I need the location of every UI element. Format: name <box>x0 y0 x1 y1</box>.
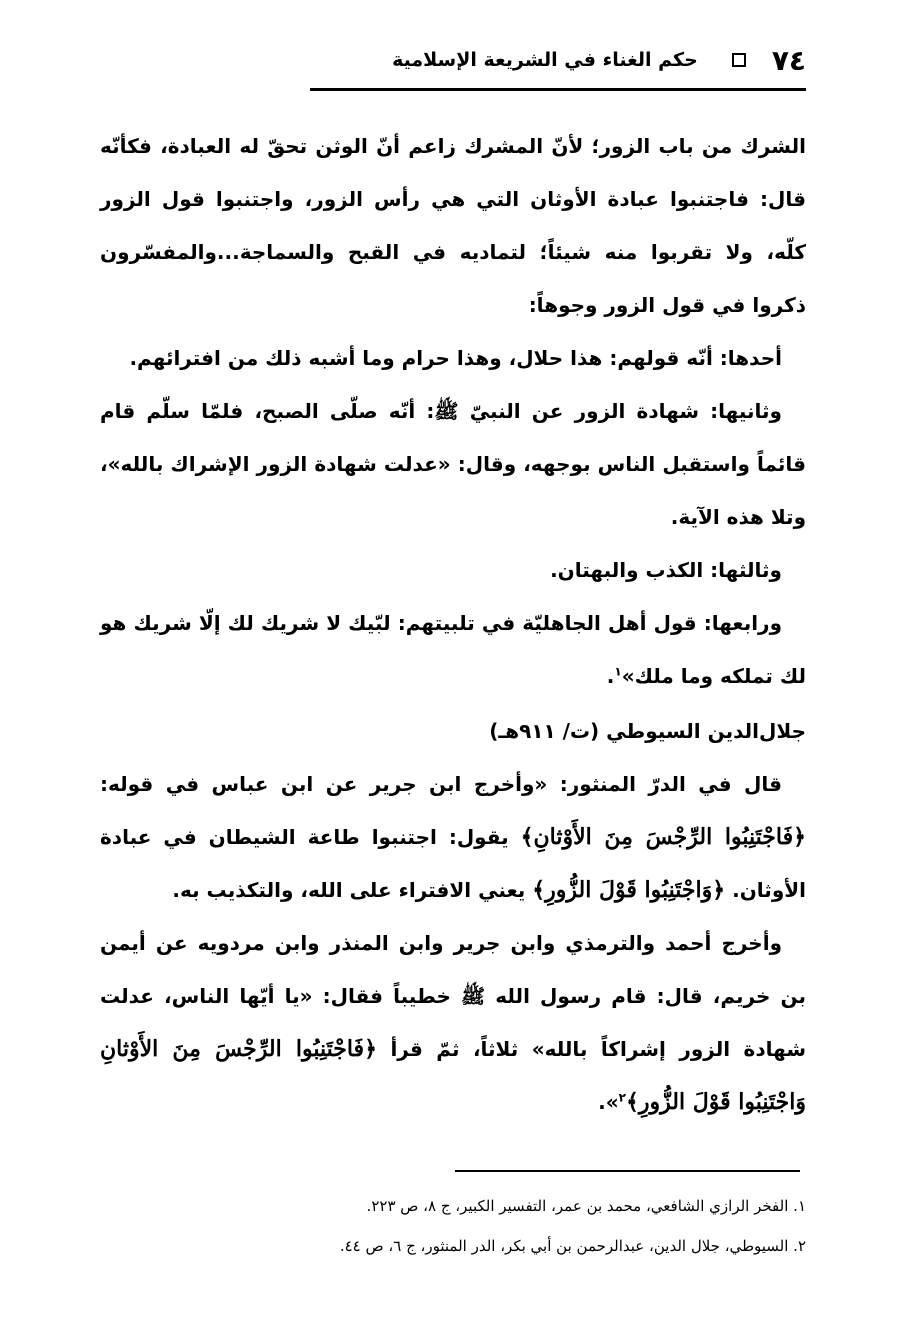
header-rule <box>310 88 806 91</box>
paragraph-end: . <box>606 664 615 688</box>
paragraph <box>100 917 806 1129</box>
footnote: ١. الفخر الرازي الشافعي، محمد بن عمر، التفسير الكبير، ج ٨، ص ٢٢٣. <box>366 1197 806 1215</box>
paragraph-text: قال في الدرّ المنثور: «وأخرج ابن جرير عن ابن عباس في قوله: <box>100 772 782 796</box>
running-title: حكم الغناء في الشريعة الإسلامية <box>392 49 698 71</box>
square-separator-icon <box>732 53 746 67</box>
paragraph: أحدها: أنّه قولهم: هذا حلال، وهذا حرام وما أشبه ذلك من افترائهم. <box>129 346 782 370</box>
paragraph <box>100 758 806 917</box>
footnote: ٢. السيوطي، جلال الدين، عبدالرحمن بن أبي بكر، الدر المنثور، ج ٦، ص ٤٤. <box>339 1237 806 1255</box>
paragraph: الشرك من باب الزور؛ لأنّ المشرك زاعم أنّ الوثن تحقّ له العبادة، فكأنّه قال: فاجتنبوا عبادة الأوثان التي هي رأس الزور، واجتنبوا قول الزور كلّه، ولا تقربوا منه شيئاً؛ لتماديه في القبح والسماجة...والمفسّرون ذكروا في قول الزور وجوهاً: <box>100 134 806 317</box>
footnote-rule <box>455 1170 800 1172</box>
paragraph-end: ». <box>598 1090 619 1114</box>
paragraph-text: يعني الافتراء على الله، والتكذيب به. <box>172 878 526 902</box>
paragraph: وثالثها: الكذب والبهتان. <box>550 558 782 582</box>
quran-verse: ﴿وَاجْتَنِبُوا قَوْلَ الزُّورِ﴾ <box>532 877 726 903</box>
quran-verse: ﴿فَاجْتَنِبُوا الرِّجْسَ مِنَ الأَوْثانِ﴾ <box>520 824 807 850</box>
footnotes <box>200 1186 806 1266</box>
footnote-ref: ٢ <box>618 1090 626 1105</box>
page-header <box>310 38 806 82</box>
paragraph <box>100 597 806 703</box>
paragraph-text: يقول: اجتنبوا طاعة الشيطان في عبادة الأوثان. <box>100 825 806 902</box>
paragraph: وثانيها: شهادة الزور عن النبيّ ﷺ: أنّه صلّى الصبح، فلمّا سلّم قام قائماً واستقبل الناس بوجهه، وقال: «عدلت شهادة الزور الإشراك بالله»، وتلا هذه الآية. <box>100 399 806 529</box>
page-number: ٧٤ <box>771 43 806 77</box>
section-heading: جلال‌الدين السيوطي (ت/ ٩١١هـ) <box>489 719 806 743</box>
main-text <box>100 120 806 1129</box>
quran-verse: ﴿فَاجْتَنِبُوا الرِّجْسَ مِنَ الأَوْثانِ وَاجْتَنِبُوا قَوْلَ الزُّورِ﴾ <box>100 1036 806 1115</box>
footnote-ref: ١ <box>614 664 622 679</box>
paragraph-text: وأخرج أحمد والترمذي وابن جرير وابن المنذر وابن مردويه عن أيمن بن خريم، قال: قام رسول الله ﷺ خطيباً فقال: «يا أيّها الناس، عدلت شهادة الزور إشراكاً بالله» ثلاثاً، ثمّ قرأ <box>100 931 806 1061</box>
paragraph-text: ورابعها: قول أهل الجاهليّة في تلبيتهم: لبّيك لا شريك لك إلّا شريك هو لك تملكه وما ملك» <box>100 611 806 688</box>
